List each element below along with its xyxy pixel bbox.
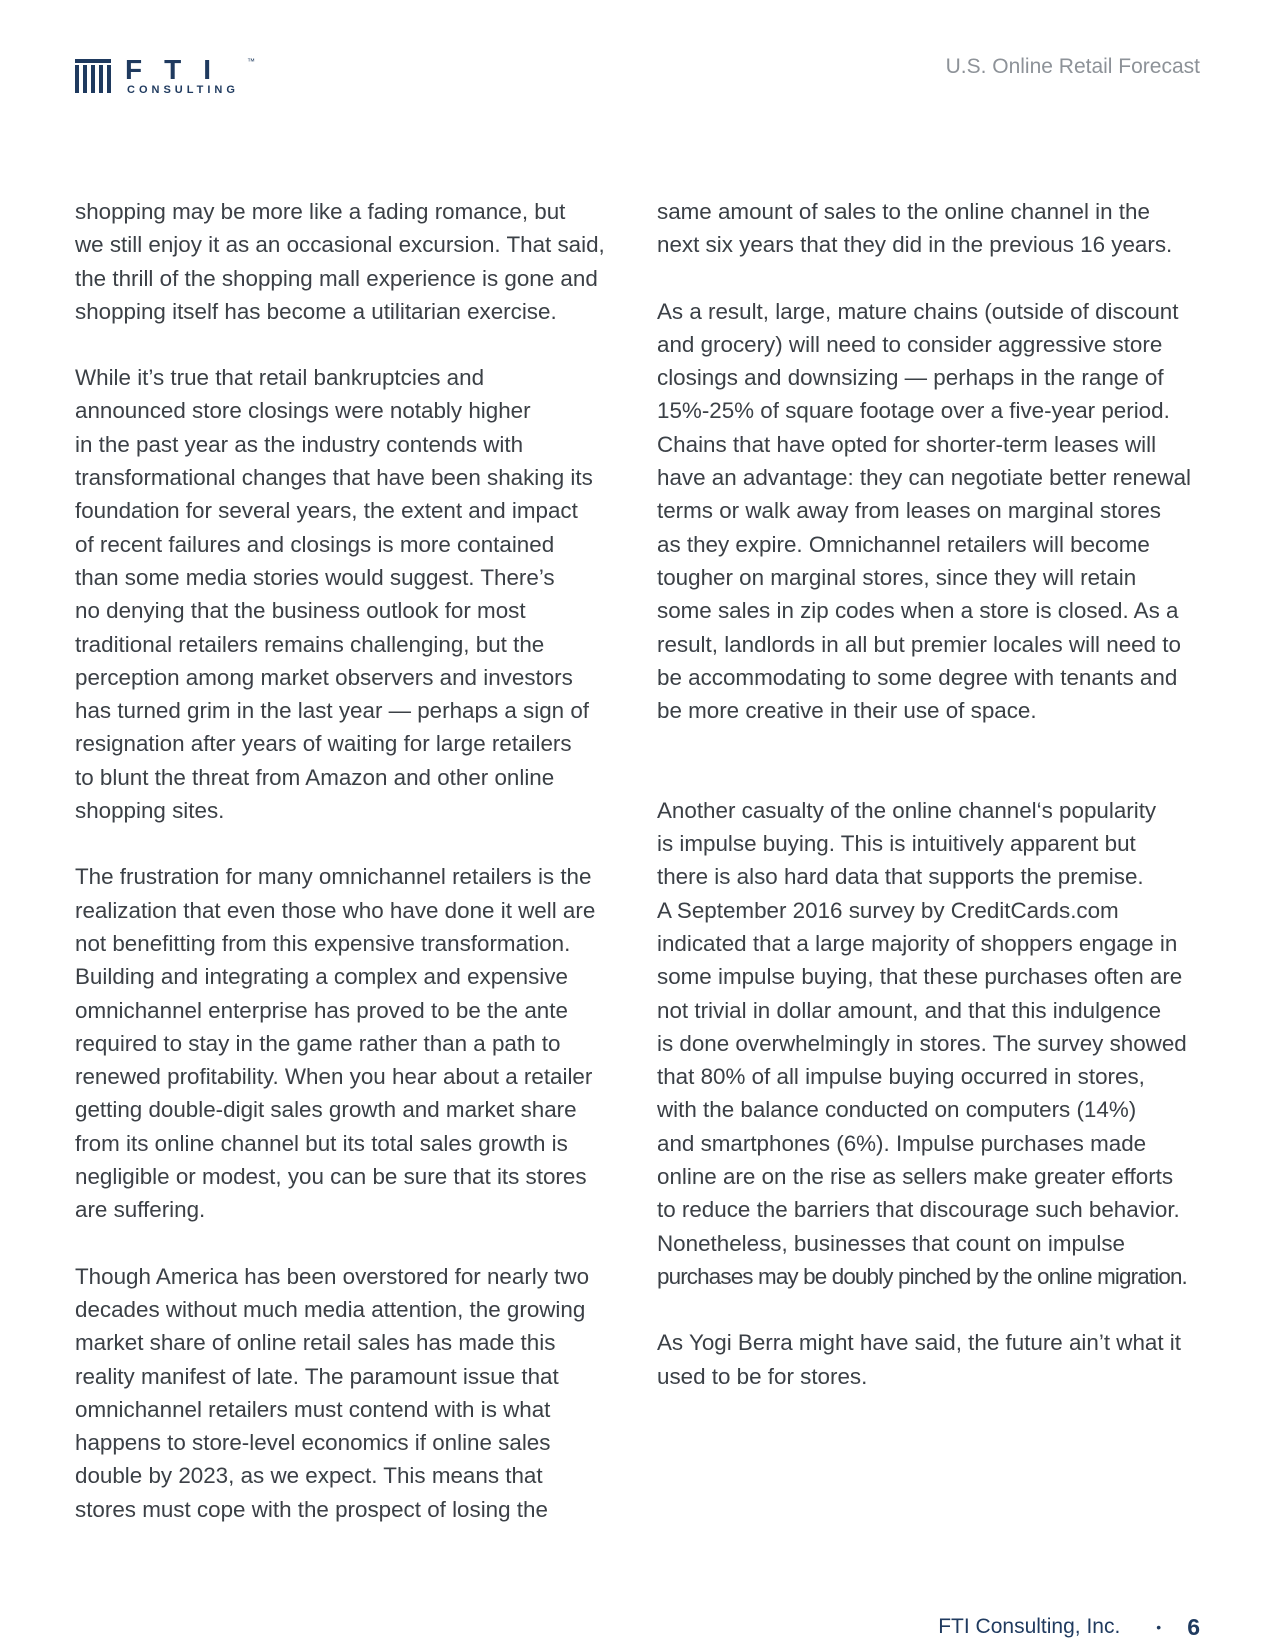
paragraph: The frustration for many omnichannel retailers is the realization that even those who have done it well are not benefitting from this expensive transformation. Building and integrating a complex and expensive omnichannel enterprise has proved to be the ante required to stay in the game rather than a path to renewed profitability. When you hear about a retailer getting double-digit sales growth and market share from its online channel but its total sales growth is negligible or modest, you can be sure that its stores are suffering. bbox=[75, 864, 596, 1223]
paragraph: Though America has been overstored for nearly two decades without much media attention, the growing market share of online retail sales has made this reality manifest of late. The paramount issue that omnichannel retailers must contend with is what happens to store-level economics if online sales double by 2023, as we expect. This means that stores must cope with the prospect of losing the bbox=[75, 1263, 590, 1522]
right-text-column bbox=[657, 195, 1205, 1426]
logo-trademark: ™ bbox=[247, 57, 255, 66]
paragraph: As Yogi Berra might have said, the future ain’t what it used to be for stores. bbox=[657, 1330, 1181, 1389]
paragraph: shopping may be more like a fading romance, but we still enjoy it as an occasional excursion. That said, the thrill of the shopping mall experience is gone and shopping itself has become a utilitarian exercise. bbox=[75, 199, 605, 324]
paragraph-condensed-line: purchases may be doubly pinched by the online migration. bbox=[657, 1263, 1187, 1289]
logo-subtitle: CONSULTING bbox=[127, 84, 239, 96]
footer-separator: • bbox=[1156, 1619, 1162, 1635]
paragraph: As a result, large, mature chains (outside of discount and grocery) will need to consider aggressive store closings and downsizing — perhaps in the range of 15%-25% of square footage over a five-year period. Chains that have opted for shorter-term leases will have an advantage: they can negotiate better renewal terms or walk away from leases on marginal stores as they expire. Omnichannel retailers will become tougher on marginal stores, since they will retain some sales in zip codes when a store is closed. As a result, landlords in all but premier locales will need to be accommodating to some degree with tenants and be more creative in their use of space. bbox=[657, 298, 1192, 724]
paragraph: same amount of sales to the online channel in the next six years that they did in the previous 16 years. bbox=[657, 199, 1173, 258]
fti-consulting-logo bbox=[75, 54, 260, 98]
document-title: U.S. Online Retail Forecast bbox=[945, 55, 1200, 78]
page-number: 6 bbox=[1187, 1613, 1200, 1640]
paragraph-text: Another casualty of the online channel‘s popularity is impulse buying. This is intuitively apparent but there is also hard data that supports the premise. A September 2016 survey by CreditCards.com indicated that a large majority of shoppers engage in some impulse buying, that these purchases often are not trivial in dollar amount, and that this indulgence is done overwhelmingly in stores. The survey showed that 80% of all impulse buying occurred in stores, with the balance conducted on computers (14%) and smartphones (6%). Impulse purchases made online are on the rise as sellers make greater efforts to reduce the barriers that discourage such behavior. Nonetheless, businesses that count on impulse bbox=[657, 797, 1187, 1256]
footer-company: FTI Consulting, Inc. bbox=[938, 1615, 1121, 1638]
logo-letters: FTI bbox=[125, 54, 233, 85]
impulse-buying-paragraph bbox=[657, 760, 1205, 1293]
fti-pillars-logo-icon bbox=[75, 59, 111, 93]
page-footer bbox=[938, 1612, 1200, 1642]
paragraph: While it’s true that retail bankruptcies and announced store closings were notably higher in the past year as the industry contends with transformational changes that have been shaking its foundation for several years, the extent and impact of recent failures and closings is more contained than some media stories would suggest. There’s no denying that the business outlook for most traditional retailers remains challenging, but the perception among market observers and investors has turned grim in the last year — perhaps a sign of resignation after years of waiting for large retailers to blunt the threat from Amazon and other online shopping sites. bbox=[75, 365, 593, 824]
left-text-column bbox=[75, 195, 615, 1559]
